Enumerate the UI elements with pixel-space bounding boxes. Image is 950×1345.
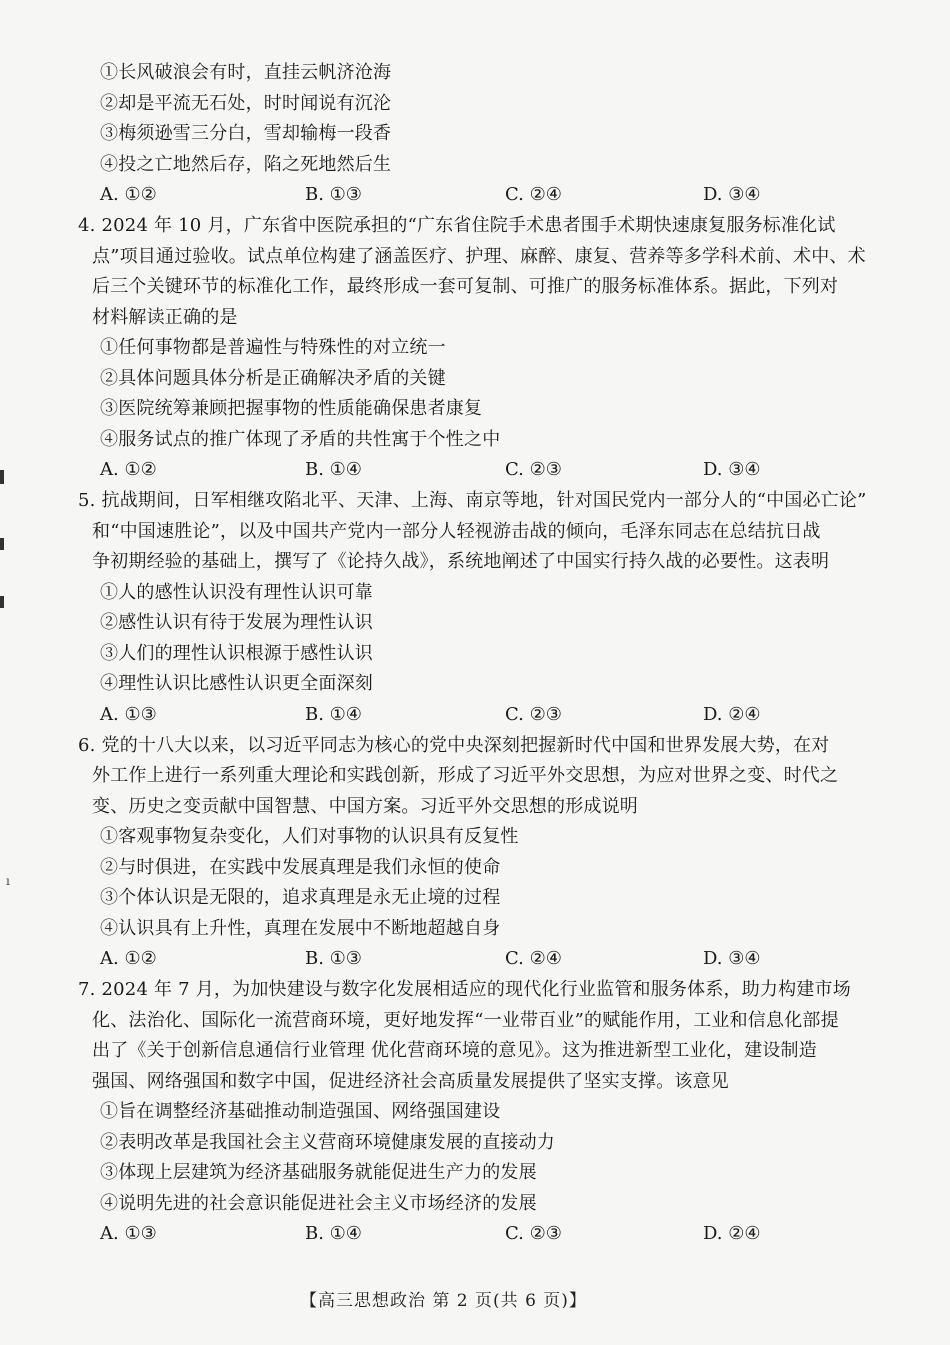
statement: ③人们的理性认识根源于感性认识 — [100, 642, 373, 664]
statement: ①任何事物都是普遍性与特殊性的对立统一 — [100, 337, 446, 358]
statement: ③梅须逊雪三分白，雪却输梅一段香 — [100, 123, 392, 144]
statement: ①客观事物复杂变化，人们对事物的认识具有反复性 — [100, 826, 519, 847]
statement: ④理性认识比感性认识更全面深刻 — [100, 673, 373, 694]
option-c: C. ②③ — [505, 703, 562, 725]
option-a: A. ①② — [100, 459, 157, 480]
option-b: B. ①④ — [305, 459, 362, 480]
statement: ④服务试点的推广体现了矛盾的共性寓于个性之中 — [100, 428, 501, 450]
question-stem-line: 材料解读正确的是 — [92, 306, 238, 328]
statement: ③医院统筹兼顾把握事物的性质能确保患者康复 — [100, 398, 483, 419]
option-b: B. ①④ — [305, 703, 362, 725]
option-c: C. ②③ — [505, 459, 562, 480]
question-3-tail — [92, 58, 892, 210]
option-a: A. ①② — [100, 948, 157, 969]
answer-options — [92, 1219, 892, 1249]
statement: ③个体认识是无限的，追求真理是永无止境的过程 — [100, 887, 501, 908]
exam-content — [78, 58, 892, 1250]
question-stem-line: 化、法治化、国际化一流营商环境，更好地发挥“一业带百业”的赋能作用，工业和信息化部提 — [92, 1009, 839, 1031]
question-stem-line: 变、历史之变贡献中国智慧、中国方案。习近平外交思想的形成说明 — [92, 795, 638, 817]
binding-mark — [0, 470, 4, 484]
statement: ③体现上层建筑为经济基础服务就能促进生产力的发展 — [100, 1162, 537, 1183]
option-a: A. ①② — [100, 184, 157, 205]
question-stem-line: 6. 党的十八大以来，以习近平同志为核心的党中央深刻把握新时代中国和世界发展大势，在对 — [78, 734, 830, 756]
statement: ②与时俱进，在实践中发展真理是我们永恒的使命 — [100, 856, 501, 878]
option-c: C. ②④ — [505, 948, 562, 969]
option-d: D. ③④ — [703, 948, 761, 969]
page-footer: 【高三思想政治 第 2 页(共 6 页)】 — [300, 1291, 587, 1308]
question-stem-line: 争初期经验的基础上，撰写了《论持久战》，系统地阐述了中国实行持久战的必要性。这表明 — [92, 551, 830, 572]
option-b: B. ①③ — [305, 948, 362, 969]
question-stem-line: 4. 2024 年 10 月，广东省中医院承担的“广东省住院手术患者围手术期快速康复服务标准化试 — [78, 215, 836, 236]
question-stem-line: 5. 抗战期间，日军相继攻陷北平、天津、上海、南京等地，针对国民党内一部分人的“中国必亡论” — [78, 490, 867, 511]
question-stem-line: 点”项目通过验收。试点单位构建了涵盖医疗、护理、麻醉、康复、营养等多学科术前、术中、术 — [92, 245, 866, 267]
statement: ②感性认识有待于发展为理性认识 — [100, 612, 373, 633]
question-stem-line: 外工作上进行一系列重大理论和实践创新，形成了习近平外交思想，为应对世界之变、时代之 — [92, 765, 839, 786]
statement: ①人的感性认识没有理性认识可靠 — [100, 581, 373, 603]
option-a: A. ①③ — [100, 703, 157, 725]
binding-mark — [0, 596, 4, 608]
question-stem-line: 出了《关于创新信息通信行业管理 优化营商环境的意见》。这为推进新型工业化，建设制造 — [92, 1040, 817, 1061]
scan-speck: ı — [6, 874, 10, 888]
answer-options — [92, 700, 892, 730]
option-d: D. ③④ — [703, 459, 761, 480]
statement: ④说明先进的社会意识能促进社会主义市场经济的发展 — [100, 1192, 537, 1214]
option-b: B. ①④ — [305, 1223, 362, 1244]
question-5 — [78, 486, 892, 730]
option-d: D. ③④ — [703, 184, 761, 205]
question-4 — [78, 211, 892, 485]
question-6 — [78, 731, 892, 975]
option-c: C. ②④ — [505, 184, 562, 205]
option-d: D. ②④ — [703, 703, 761, 725]
option-d: D. ②④ — [703, 1223, 761, 1244]
binding-mark — [0, 538, 4, 550]
question-stem-line: 后三个关键环节的标准化工作，最终形成一套可复制、可推广的服务标准体系。据此，下列对 — [92, 276, 839, 297]
question-stem-line: 和“中国速胜论”，以及中国共产党内一部分人轻视游击战的倾向，毛泽东同志在总结抗日战 — [92, 520, 821, 542]
option-a: A. ①③ — [100, 1223, 157, 1244]
answer-options — [92, 455, 892, 485]
statement: ①旨在调整经济基础推动制造强国、网络强国建设 — [100, 1101, 501, 1122]
question-stem-line: 7. 2024 年 7 月，为加快建设与数字化发展相适应的现代化行业监管和服务体系，助力构建市场 — [78, 979, 851, 1000]
answer-options — [92, 180, 892, 210]
question-7 — [78, 975, 892, 1249]
statement: ④投之亡地然后存，陷之死地然后生 — [100, 153, 392, 175]
statement: ④认识具有上升性，真理在发展中不断地超越自身 — [100, 917, 501, 939]
option-c: C. ②③ — [505, 1223, 562, 1244]
statement: ②却是平流无石处，时时闻说有沉沦 — [100, 92, 392, 114]
answer-options — [92, 944, 892, 974]
statement: ②具体问题具体分析是正确解决矛盾的关键 — [100, 367, 446, 389]
statement: ①长风破浪会有时，直挂云帆济沧海 — [100, 62, 392, 83]
option-b: B. ①③ — [305, 184, 362, 205]
question-stem-line: 强国、网络强国和数字中国，促进经济社会高质量发展提供了坚实支撑。该意见 — [92, 1070, 729, 1092]
statement: ②表明改革是我国社会主义营商环境健康发展的直接动力 — [100, 1131, 555, 1153]
